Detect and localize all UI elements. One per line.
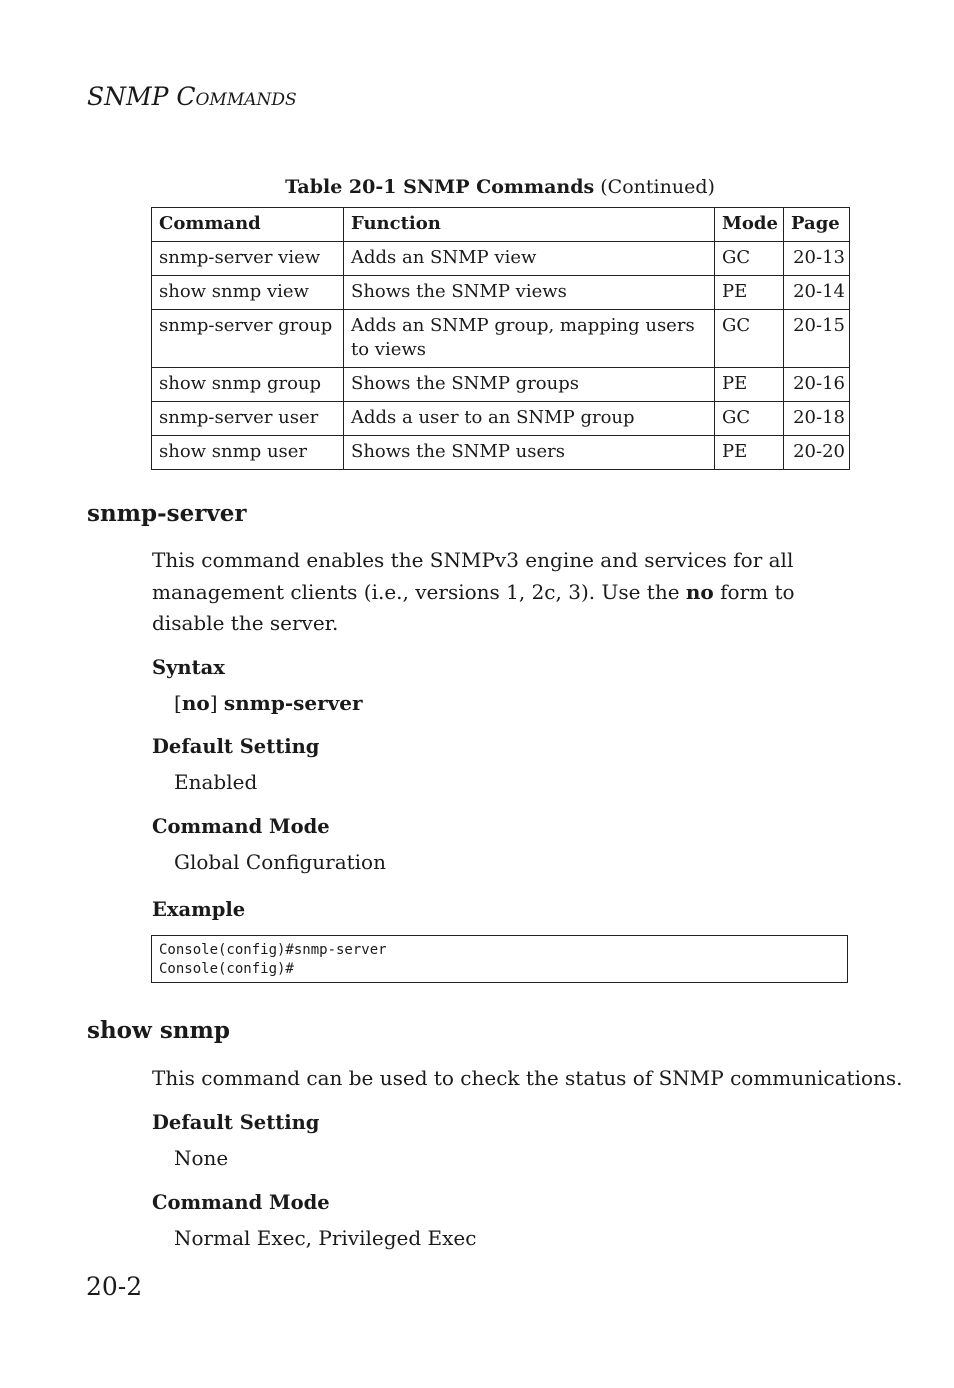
cell-mode: PE [715,368,784,402]
default-setting-value: Enabled [174,770,258,794]
cell-command: show snmp view [152,276,344,310]
show-snmp-command-mode-value: Normal Exec, Privileged Exec [174,1226,477,1250]
snmp-server-description [152,545,852,640]
syntax-bracket-open: [ [174,691,182,715]
cell-function: Shows the SNMP users [344,436,715,470]
cell-page: 20-15 [784,310,850,368]
cell-page: 20-20 [784,436,850,470]
code-line: Console(config)# [159,961,294,977]
table-row [152,368,850,402]
cell-command: snmp-server view [152,242,344,276]
cell-function: Shows the SNMP views [344,276,715,310]
description-text-start: This command enables the SNMPv3 engine and services for all management clients (i.e., versions 1, 2c, 3). Use the [152,548,794,604]
table-row [152,310,850,368]
table-row [152,276,850,310]
cell-mode: GC [715,242,784,276]
running-header-main: SNMP C [87,82,196,111]
show-snmp-default-setting-value: None [174,1146,229,1170]
command-mode-value: Global Configuration [174,850,386,874]
description-keyword-no: no [685,579,714,604]
column-header-page: Page [784,208,850,242]
code-line: Console(config)#snmp-server [159,942,387,958]
column-header-command: Command [152,208,344,242]
syntax-line [174,691,363,715]
table-caption [150,176,850,198]
section-title-show-snmp: show snmp [87,1017,230,1044]
cell-mode: PE [715,436,784,470]
show-snmp-command-mode-heading: Command Mode [152,1191,330,1214]
table-row [152,402,850,436]
syntax-bracket-close: ] [209,691,218,715]
snmp-commands-table [151,207,850,470]
show-snmp-default-setting-heading: Default Setting [152,1111,320,1134]
cell-function: Shows the SNMP groups [344,368,715,402]
syntax-heading: Syntax [152,656,225,679]
example-code-block [151,935,848,983]
running-header-smallcaps: OMMANDS [195,90,297,110]
table-caption-suffix: (Continued) [600,176,715,198]
default-setting-heading: Default Setting [152,735,320,758]
cell-mode: PE [715,276,784,310]
example-heading: Example [152,898,246,921]
cell-page: 20-13 [784,242,850,276]
show-snmp-description: This command can be used to check the status of SNMP communications. [152,1066,903,1090]
cell-command: show snmp group [152,368,344,402]
column-header-mode: Mode [715,208,784,242]
section-title-snmp-server: snmp-server [87,500,247,527]
cell-command: show snmp user [152,436,344,470]
cell-page: 20-18 [784,402,850,436]
running-header [87,82,297,111]
syntax-no-keyword: no [181,691,210,715]
table-header-row [152,208,850,242]
cell-function: Adds an SNMP view [344,242,715,276]
table-row [152,436,850,470]
cell-command: snmp-server group [152,310,344,368]
page-number: 20-2 [86,1272,143,1301]
cell-page: 20-14 [784,276,850,310]
cell-function: Adds an SNMP group, mapping users to views [344,310,715,368]
cell-function: Adds a user to an SNMP group [344,402,715,436]
table-row [152,242,850,276]
cell-page: 20-16 [784,368,850,402]
cell-mode: GC [715,310,784,368]
syntax-command: snmp-server [223,691,363,715]
column-header-function: Function [344,208,715,242]
description-text-end: form to disable the server. [152,579,795,635]
table-caption-label: Table 20-1 SNMP Commands [285,176,595,198]
command-mode-heading: Command Mode [152,815,330,838]
cell-mode: GC [715,402,784,436]
cell-command: snmp-server user [152,402,344,436]
